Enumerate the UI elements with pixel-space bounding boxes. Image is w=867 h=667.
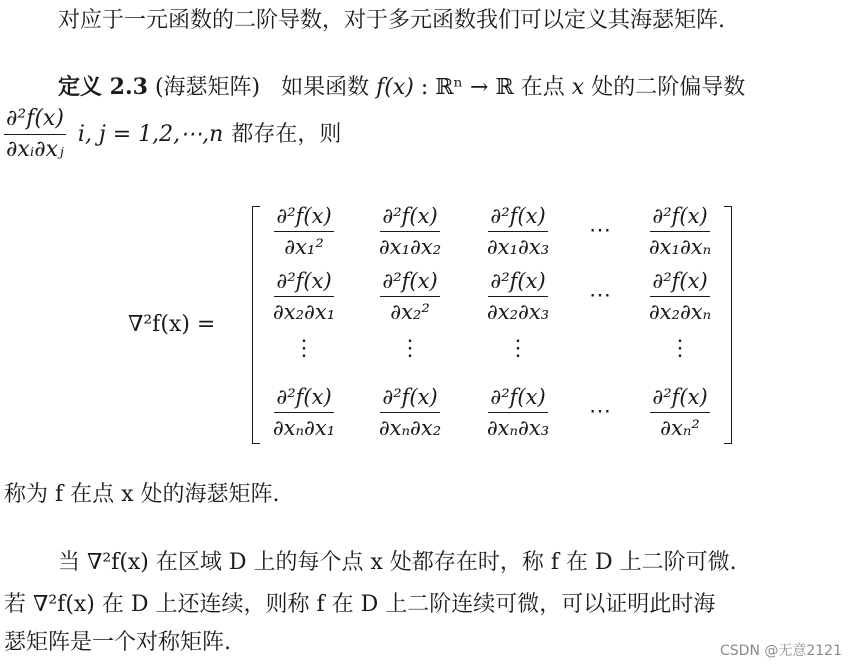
matrix-cell: ∂²f(x) ∂x₁∂xₙ [648, 204, 712, 259]
domain-mapping: ℝⁿ → ℝ [435, 75, 514, 100]
definition-text-b: 在点 [520, 75, 565, 100]
column-vdots: ⋮ [507, 336, 529, 361]
paragraph-line-3: 瑟矩阵是一个对称矩阵. [4, 630, 231, 655]
matrix-cell: ∂²f(x) ∂x₂² [382, 269, 438, 324]
intro-line: 对应于一元函数的二阶导数，对于多元函数我们可以定义其海瑟矩阵. [58, 8, 725, 33]
matrix-cell: ∂²f(x) ∂xₙ² [652, 385, 708, 440]
definition-label: 定义 2.3 [58, 74, 148, 100]
definition-text-a: 如果函数 [281, 75, 370, 100]
matrix-cell: ∂²f(x) ∂x₂∂xₙ [648, 269, 712, 324]
matrix-cell: ∂²f(x) ∂xₙ∂x₁ [272, 385, 336, 440]
matrix-left-bracket [252, 206, 260, 444]
column-vdots: ⋮ [293, 336, 315, 361]
row-hdots: ⋯ [589, 218, 611, 243]
matrix-cell: ∂²f(x) ∂xₙ∂x₃ [486, 385, 550, 440]
called-line: 称为 f 在点 x 处的海瑟矩阵. [4, 482, 280, 507]
row-hdots: ⋯ [589, 399, 611, 424]
definition-line [58, 72, 745, 103]
watermark: CSDN @无意2121 [720, 643, 842, 659]
partial-numerator: ∂²f(x) [4, 106, 66, 135]
matrix-cell: ∂²f(x) ∂x₁∂x₃ [486, 204, 550, 259]
paragraph-line-1: 当 ∇²f(x) 在区域 D 上的每个点 x 处都存在时，称 f 在 D 上二阶可微. [58, 550, 737, 575]
column-vdots: ⋮ [399, 336, 421, 361]
matrix-cell: ∂²f(x) ∂x₁∂x₂ [378, 204, 442, 259]
definition-name: (海瑟矩阵) [154, 75, 261, 100]
point-x: x [571, 75, 585, 100]
matrix-cell: ∂²f(x) ∂x₂∂x₃ [486, 269, 550, 324]
partial-fraction [4, 106, 66, 163]
column-vdots: ⋮ [669, 336, 691, 361]
colon: : [420, 75, 429, 100]
matrix-cell: ∂²f(x) ∂x₁² [276, 204, 332, 259]
matrix-right-bracket [724, 206, 732, 444]
partial-derivative-line [4, 106, 341, 163]
paragraph-line-2: 若 ∇²f(x) 在 D 上还连续，则称 f 在 D 上二阶连续可微，可以证明此时海 [4, 592, 716, 617]
matrix-cell: ∂²f(x) ∂xₙ∂x₂ [378, 385, 442, 440]
matrix-cell: ∂²f(x) ∂x₂∂x₁ [272, 269, 336, 324]
hessian-lhs: ∇²f(x) = [128, 312, 216, 337]
partial-denominator: ∂xᵢ∂xⱼ [6, 137, 64, 162]
index-range: i, j = 1,2,⋯,n [77, 121, 224, 147]
definition-text-c: 处的二阶偏导数 [591, 75, 746, 100]
row-hdots: ⋯ [589, 283, 611, 308]
function-f-of-x: f(x) [376, 75, 414, 100]
definition-text-d: 都存在，则 [231, 121, 342, 147]
